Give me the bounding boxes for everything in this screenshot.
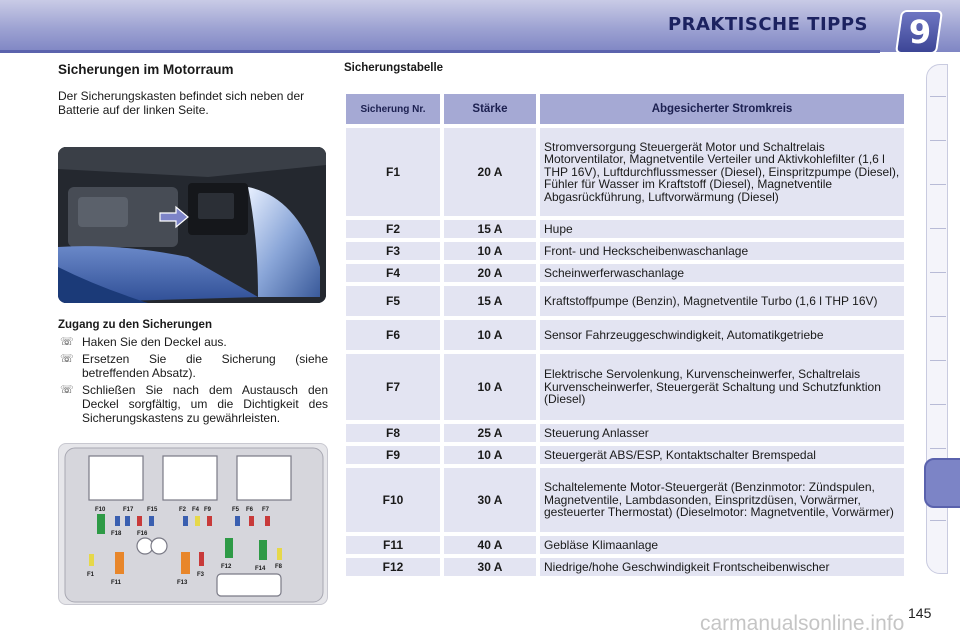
fuse-f14 [259, 540, 267, 560]
fuse-amperage: 30 A [444, 468, 536, 532]
fuse-f12 [225, 538, 233, 558]
procedure-list [58, 335, 328, 428]
fuse-f9 [207, 516, 212, 526]
fuse-label: F11 [111, 580, 122, 586]
table-row [346, 468, 904, 532]
list-item [58, 383, 328, 425]
fuse-circuit: Stromversorgung Steuergerät Motor und Schaltrelais Motorventilator, Magnetventile Verteiler und Aktivkohlefilter (1,6 l THP 16V), Luftdurchflussmesser (Diesel), Einspritzpumpe (Diesel), Fühler für Wasser im Kraftstoff (Diesel), Magnetventile Abgasrückführung, Luftvorwärmung (Diesel) [540, 128, 904, 216]
step-text: Haken Sie den Deckel aus. [82, 335, 227, 349]
tab-divider [930, 96, 946, 97]
fuse-circuit: Front- und Heckscheibenwaschanlage [540, 242, 904, 260]
fuse-label: F1 [87, 572, 95, 578]
fuse-number: F7 [346, 354, 440, 420]
tab-divider [930, 140, 946, 141]
fuse-label: F5 [232, 507, 240, 513]
fuse-circuit: Steuerung Anlasser [540, 424, 904, 442]
tab-divider [930, 404, 946, 405]
fuse-label: F17 [123, 507, 134, 513]
phone-bullet-icon: ☏ [60, 353, 74, 365]
fuse-number: F9 [346, 446, 440, 464]
fuse-amperage: 40 A [444, 536, 536, 554]
column-header-circuit: Abgesicherter Stromkreis [540, 94, 904, 124]
fuse-f16 [137, 516, 142, 526]
tab-divider [930, 184, 946, 185]
fuse-f5 [235, 516, 240, 526]
fuse-label: F2 [179, 507, 187, 513]
table-row [346, 320, 904, 350]
fuse-amperage: 10 A [444, 242, 536, 260]
fuse-f4 [195, 516, 200, 526]
tab-divider [930, 520, 946, 521]
fuse-label: F13 [177, 580, 188, 586]
list-item [58, 335, 328, 349]
fuse-label: F16 [137, 531, 148, 537]
fuse-label: F18 [111, 531, 122, 537]
step-text: Ersetzen Sie die Sicherung (siehe betreffenden Absatz). [82, 352, 328, 380]
fuse-amperage: 25 A [444, 424, 536, 442]
fuse-circuit: Niedrige/hohe Geschwindigkeit Frontscheibenwischer [540, 558, 904, 576]
fuse-label: F12 [221, 564, 232, 570]
fuse-f15 [149, 516, 154, 526]
table-row [346, 354, 904, 420]
tab-divider [930, 316, 946, 317]
mount-hole [151, 538, 167, 554]
chapter-number: 9 [908, 13, 932, 51]
fuse-label: F15 [147, 507, 158, 513]
fuse-number: F10 [346, 468, 440, 532]
fuse-label: F7 [262, 507, 270, 513]
table-row [346, 558, 904, 576]
fuse-label: F4 [192, 507, 200, 513]
engine-bay-photo [58, 147, 326, 303]
fuse-amperage: 15 A [444, 286, 536, 316]
fuse-circuit: Hupe [540, 220, 904, 238]
table-row [346, 220, 904, 238]
fuse-circuit: Schaltelemente Motor-Steuergerät (Benzinmotor: Zündspulen, Magnetventile, Lambdasonden, Einspritzdüsen, Vorwärmer, gesteuerter Thermostat) (Dieselmotor: Magnetventile, Vorwärmer) [540, 468, 904, 532]
access-subtitle: Zugang zu den Sicherungen [58, 319, 212, 331]
tab-divider [930, 448, 946, 449]
fuse-amperage: 30 A [444, 558, 536, 576]
fuse-box-illustration [59, 444, 328, 605]
engine-bay-illustration [58, 147, 326, 303]
fuse-label: F3 [197, 572, 205, 578]
fuse-f8 [277, 548, 282, 560]
fuse-location-text: Der Sicherungskasten befindet sich neben der Batterie auf der linken Seite. [58, 89, 305, 117]
relay-slot [163, 456, 217, 500]
column-header-amp: Stärke [444, 94, 536, 124]
page-number: 145 [908, 605, 932, 621]
fuse-f3 [199, 552, 204, 566]
fuse-circuit: Steuergerät ABS/ESP, Kontaktschalter Bremspedal [540, 446, 904, 464]
fuse-number: F11 [346, 536, 440, 554]
fuse-table [342, 90, 908, 580]
fuse-number: F8 [346, 424, 440, 442]
fuse-number: F2 [346, 220, 440, 238]
table-row [346, 128, 904, 216]
fuse-amperage: 15 A [444, 220, 536, 238]
fuse-label: F10 [95, 507, 106, 513]
table-row [346, 424, 904, 442]
active-chapter-tab[interactable] [924, 458, 960, 508]
fuse-f11 [115, 552, 124, 574]
tab-divider [930, 228, 946, 229]
fuse-f6 [249, 516, 254, 526]
table-row [346, 286, 904, 316]
fuse-circuit: Sensor Fahrzeuggeschwindigkeit, Automatikgetriebe [540, 320, 904, 350]
fuse-section-title: Sicherungen im Motorraum [58, 62, 234, 77]
fuse-f13 [181, 552, 190, 574]
fuse-box-diagram [58, 443, 328, 605]
fuse-number: F1 [346, 128, 440, 216]
fuse-circuit: Elektrische Servolenkung, Kurvenscheinwerfer, Schaltrelais Kurvenscheinwerfer, Steuergerät Schaltung und Schutzfunktion (Diesel) [540, 354, 904, 420]
fuse-amperage: 10 A [444, 354, 536, 420]
fuse-number: F4 [346, 264, 440, 282]
relay-slot [89, 456, 143, 500]
phone-bullet-icon: ☏ [60, 384, 74, 396]
fuse-number: F3 [346, 242, 440, 260]
fuse-number: F6 [346, 320, 440, 350]
fuse-amperage: 20 A [444, 264, 536, 282]
fuse-f18 [115, 516, 120, 526]
fuse-number: F12 [346, 558, 440, 576]
fuse-label: F6 [246, 507, 254, 513]
tab-divider [930, 272, 946, 273]
header-divider [0, 50, 880, 53]
fuse-label: F8 [275, 564, 283, 570]
column-header-nr: Sicherung Nr. [346, 94, 440, 124]
phone-bullet-icon: ☏ [60, 336, 74, 348]
fuse-f7 [265, 516, 270, 526]
fuse-f10 [97, 514, 105, 534]
fuse-f1 [89, 554, 94, 566]
table-row [346, 536, 904, 554]
table-row [346, 264, 904, 282]
fuse-f17 [125, 516, 130, 526]
table-title: Sicherungstabelle [344, 62, 444, 74]
list-item [58, 352, 328, 380]
fuse-number: F5 [346, 286, 440, 316]
fuse-circuit: Kraftstoffpumpe (Benzin), Magnetventile Turbo (1,6 l THP 16V) [540, 286, 904, 316]
table-row [346, 242, 904, 260]
section-title: PRAKTISCHE TIPPS [667, 14, 868, 35]
tab-divider [930, 360, 946, 361]
fuse-circuit: Gebläse Klimaanlage [540, 536, 904, 554]
fuse-label: F9 [204, 507, 212, 513]
table-header-row [346, 94, 904, 124]
fuse-amperage: 20 A [444, 128, 536, 216]
fuse-amperage: 10 A [444, 446, 536, 464]
fuse-f2 [183, 516, 188, 526]
watermark: carmanualsonline.info [700, 612, 905, 635]
table-row [346, 446, 904, 464]
step-text: Schließen Sie nach dem Austausch den Deckel sorgfältig, um die Dichtigkeit des Sicherungskastens zu gewährleisten. [82, 383, 328, 425]
fuse-amperage: 10 A [444, 320, 536, 350]
relay-slot [237, 456, 291, 500]
fuse-label: F14 [255, 566, 266, 572]
fuse-circuit: Scheinwerferwaschanlage [540, 264, 904, 282]
connector-slot [217, 574, 281, 596]
